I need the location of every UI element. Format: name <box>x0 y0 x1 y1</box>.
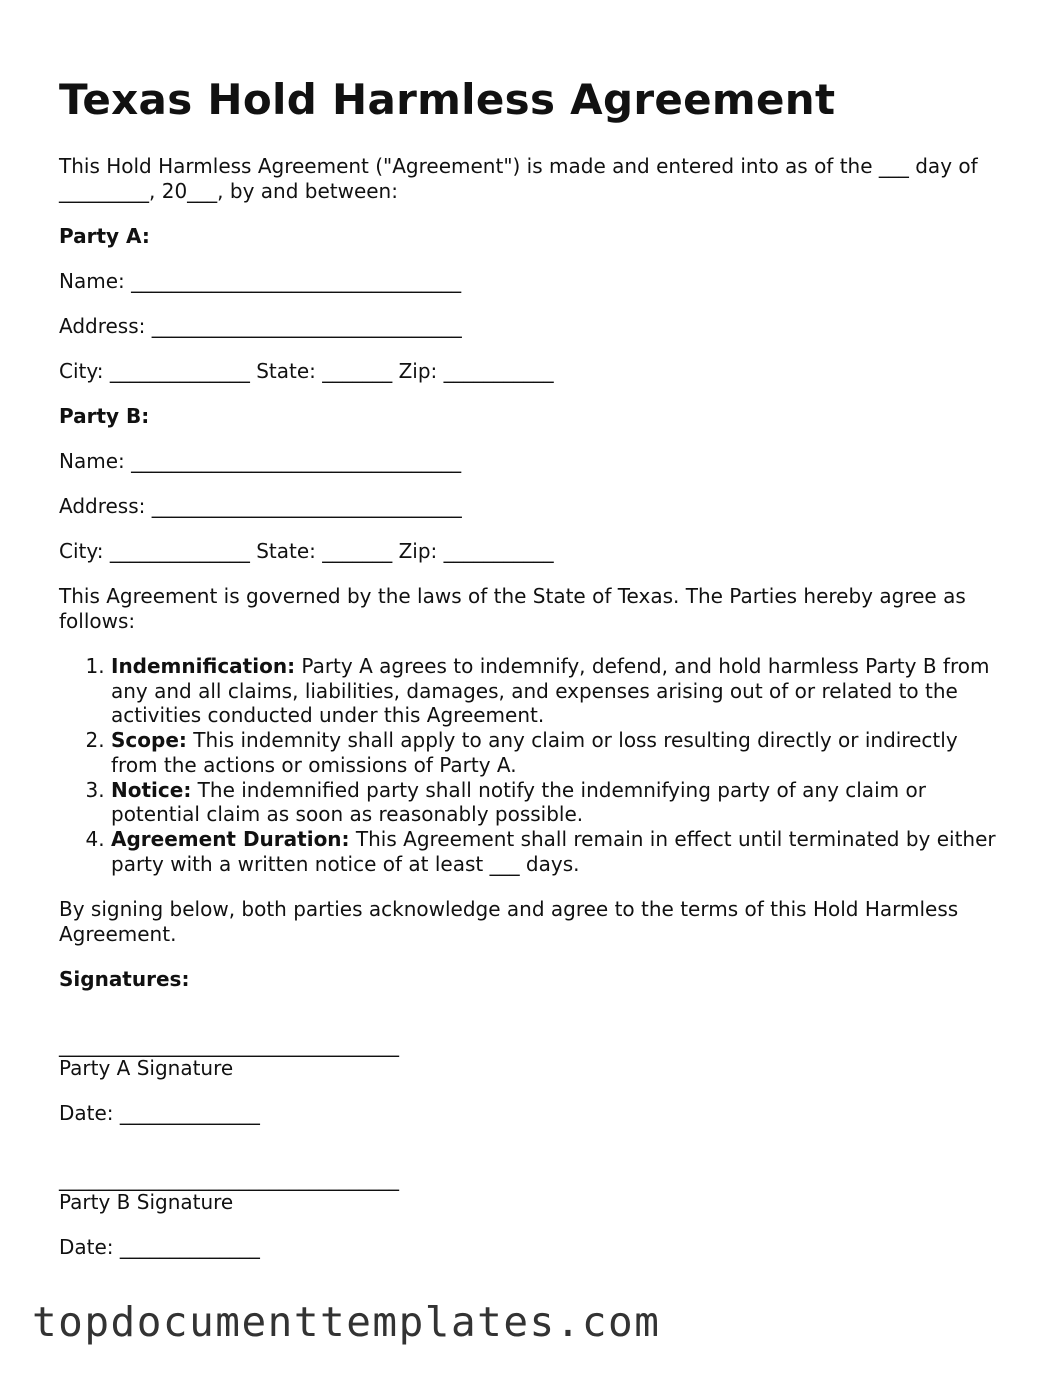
party-b-heading: Party B: <box>59 404 150 428</box>
term-item-scope <box>111 728 1009 777</box>
term-title: Agreement Duration: <box>111 826 350 851</box>
term-item-indemnification <box>111 654 1009 728</box>
party-a-address-field: Address: _______________________________ <box>59 314 462 338</box>
signatures-heading: Signatures: <box>59 967 190 992</box>
term-item-notice <box>111 778 1009 827</box>
governing-law-paragraph: This Agreement is governed by the laws of the State of Texas. The Parties hereby agree as follows: <box>59 584 966 633</box>
closing-paragraph: By signing below, both parties acknowledge and agree to the terms of this Hold Harmless Agreement. <box>59 897 959 947</box>
party-b-signature-block <box>59 1168 1009 1215</box>
term-text: The indemnified party shall notify the indemnifying party of any claim or potential claim as soon as reasonably possible. <box>111 777 926 827</box>
term-title: Notice: <box>111 777 192 802</box>
term-item-duration <box>111 827 1009 876</box>
party-a-city-state-zip-field: City: ______________ State: _______ Zip: ___________ <box>59 359 554 383</box>
party-b-date-field: Date: ______________ <box>59 1235 260 1260</box>
party-b-address-field: Address: _______________________________ <box>59 494 462 518</box>
term-text: This Agreement shall remain in effect until terminated by either party with a written notice of at least ___ days. <box>111 826 996 876</box>
term-text: This indemnity shall apply to any claim or loss resulting directly or indirectly from the actions or omissions of Party A. <box>111 728 958 777</box>
document-page <box>59 72 1009 1280</box>
party-a-name-field: Name: _________________________________ <box>59 269 462 293</box>
term-text: Party A agrees to indemnify, defend, and hold harmless Party B from any and all claims, liabilities, damages, and expenses arising out of or related to the activities conducted under this Agreement. <box>111 654 990 728</box>
party-a-signature-caption: Party A Signature <box>59 1056 234 1081</box>
terms-list <box>59 654 1009 876</box>
party-a-heading: Party A: <box>59 224 150 248</box>
party-b-signature-caption: Party B Signature <box>59 1190 234 1215</box>
term-title: Indemnification: <box>111 654 296 678</box>
watermark-text: topdocumenttemplates.com <box>32 1298 661 1346</box>
party-b-name-field: Name: _________________________________ <box>59 449 462 473</box>
party-a-signature-line: __________________________________ <box>59 1033 399 1058</box>
party-a-signature-block <box>59 1034 1009 1081</box>
term-title: Scope: <box>111 728 187 753</box>
party-a-date-field: Date: ______________ <box>59 1101 260 1126</box>
party-b-city-state-zip-field: City: ______________ State: _______ Zip: ___________ <box>59 539 554 563</box>
document-title: Texas Hold Harmless Agreement <box>59 75 836 124</box>
intro-paragraph: This Hold Harmless Agreement ("Agreement") is made and entered into as of the ___ day of _________, 20___, by and between: <box>59 154 978 203</box>
party-b-signature-line: __________________________________ <box>59 1167 399 1192</box>
